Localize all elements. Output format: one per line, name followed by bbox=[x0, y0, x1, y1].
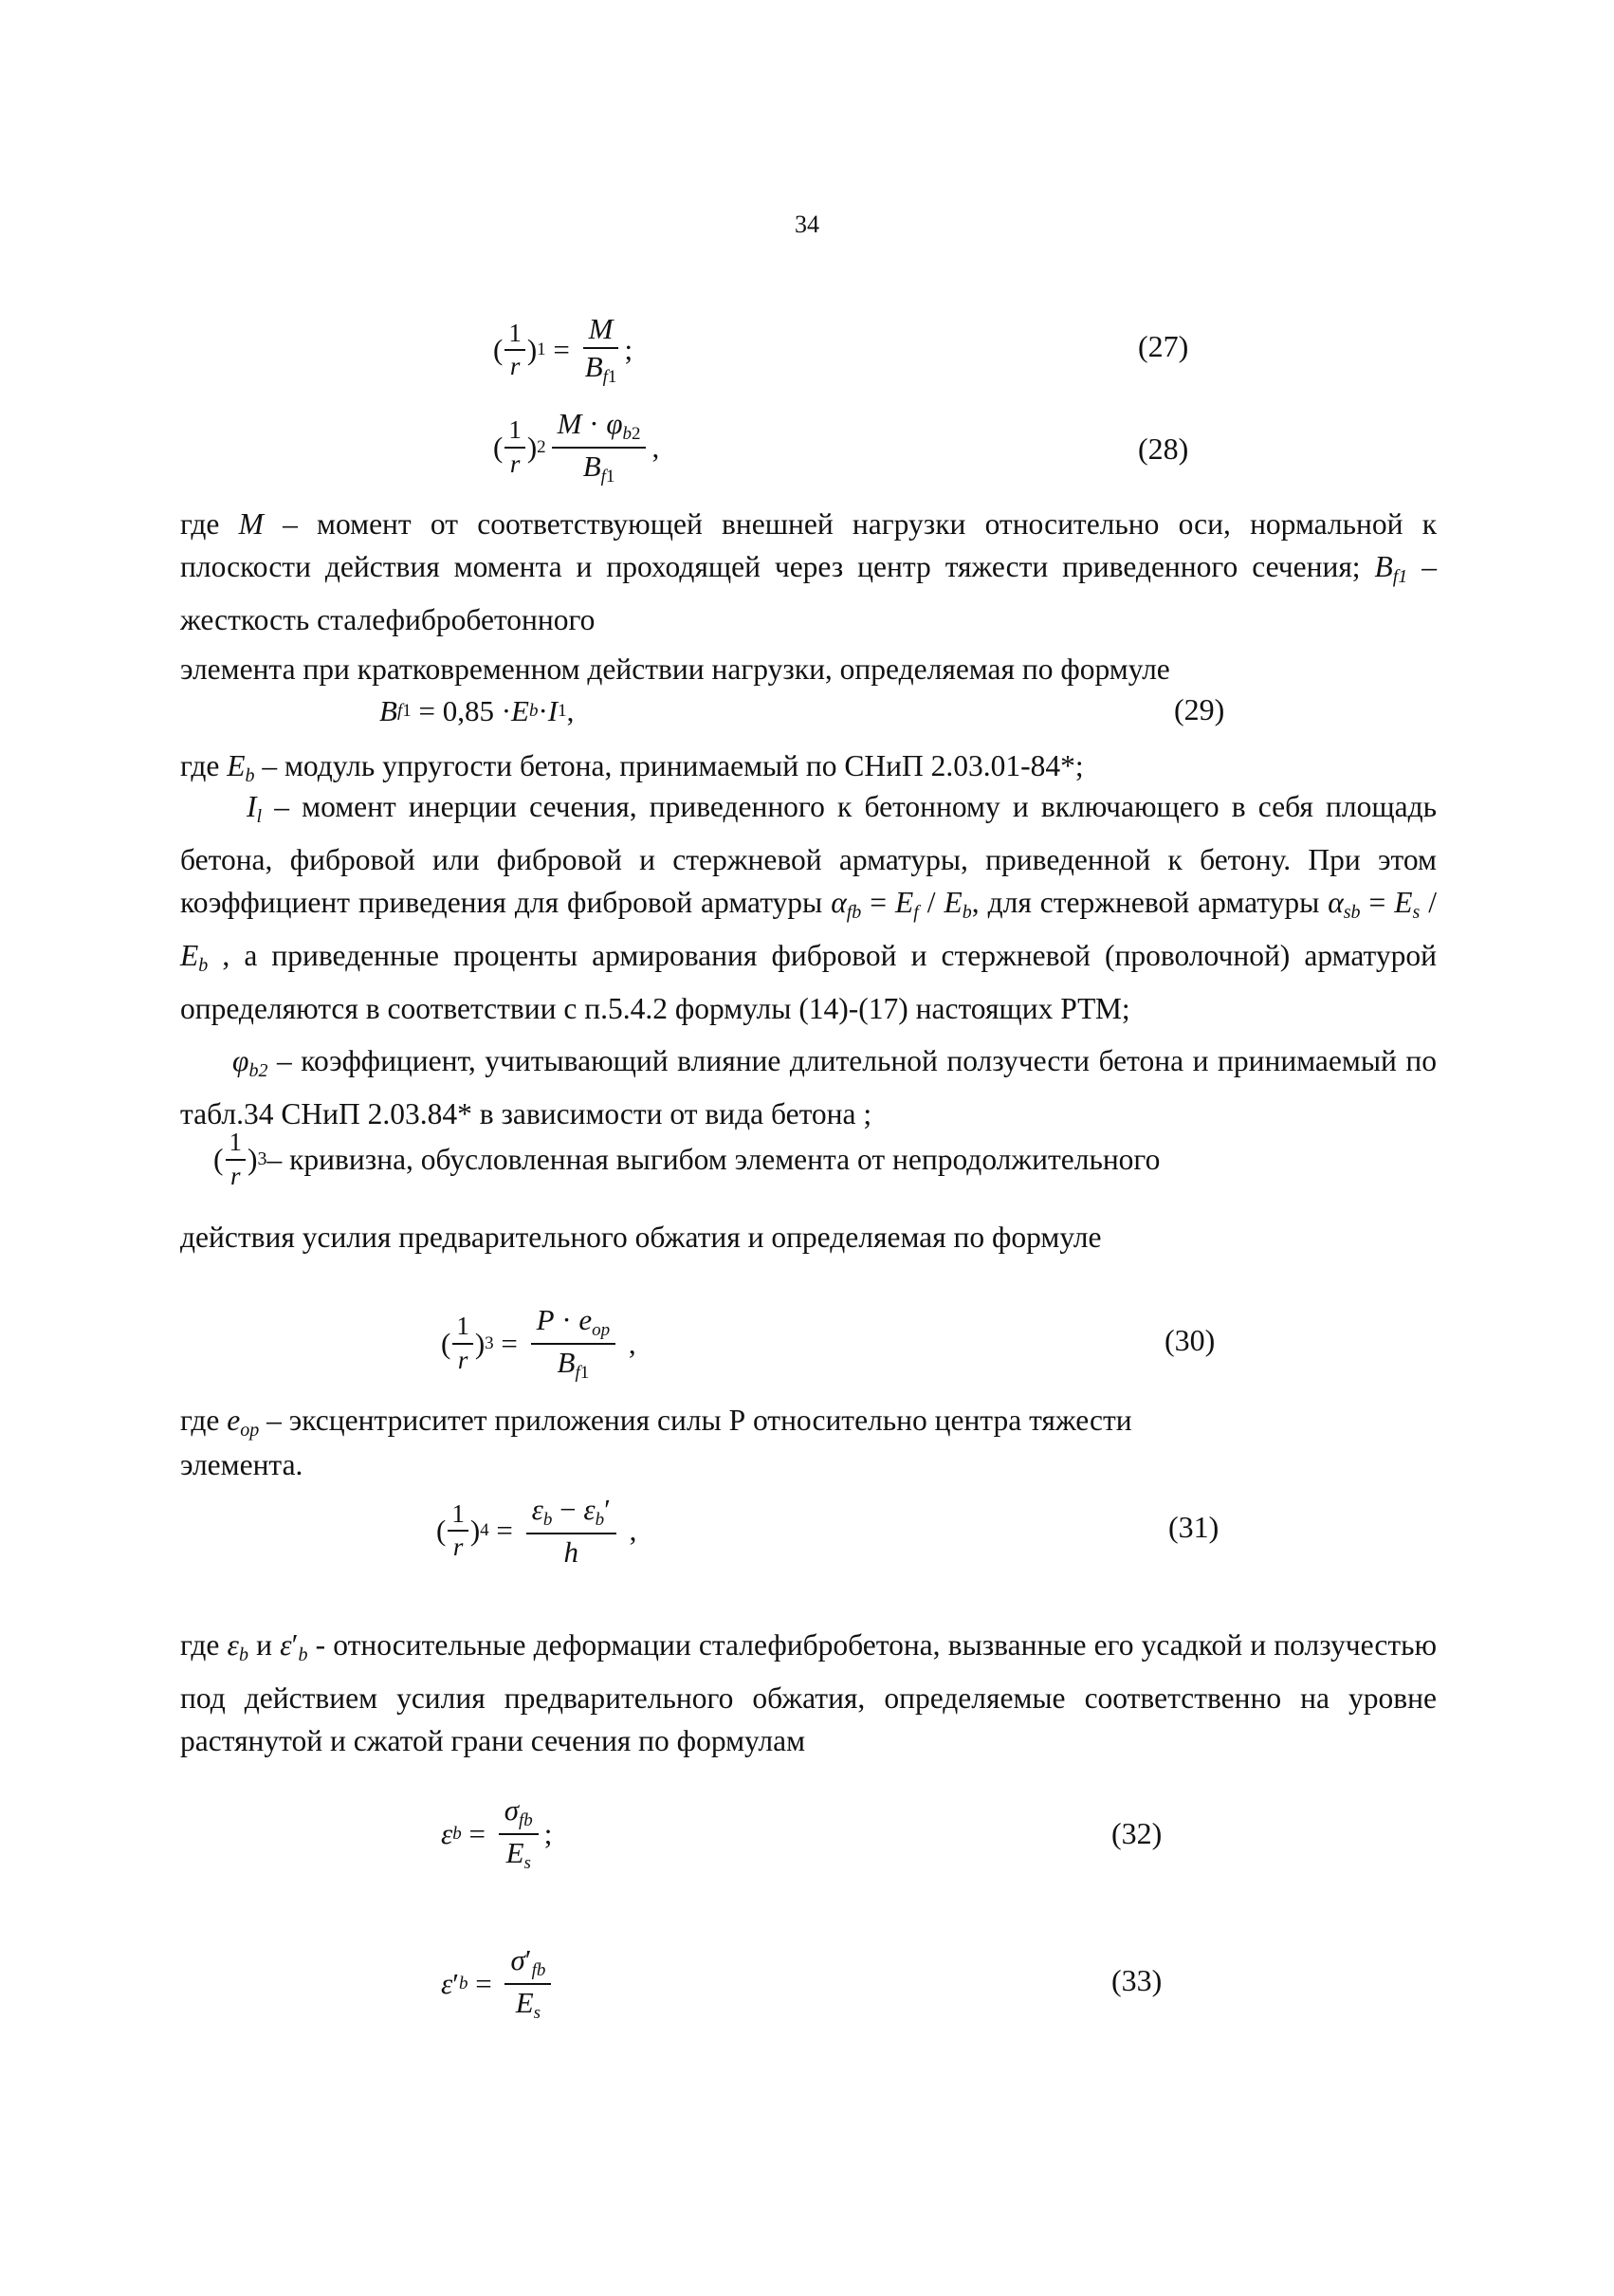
equation-number-31: (31) bbox=[1168, 1510, 1220, 1544]
paragraph-curvature-definition-line2: действия усилия предварительного обжатия и определяемая по формуле bbox=[180, 1221, 1102, 1254]
equation-number-33: (33) bbox=[1111, 1963, 1163, 1997]
formula-29: B f 1 = 0,85 · E b · I 1 , bbox=[379, 694, 575, 727]
equation-number-32: (32) bbox=[1111, 1816, 1163, 1850]
formula-30: ( $\frac{1}{r}$ ) 3 = $\frac{P \cdot e_{op}}{B_{f1}}$ , bbox=[441, 1303, 636, 1383]
paragraph-moment-definition: где M – момент от соответствующей внешней нагрузки относительно оси, нормальной к плоскости действия момента и проходящей через центр тяжести приведенного сечения; $B_{f1}$ – жесткость сталефибробетонного bbox=[180, 507, 1438, 636]
formula-27: ( $\frac{1}{r}$ ) 1 = $\frac{M}{B_{f1}}$ ; bbox=[493, 312, 633, 388]
paragraph-eb-definition: где $E_b$ – модуль упругости бетона, принимаемый по СНиП 2.03.01-84*; bbox=[180, 749, 1084, 786]
paragraph-curvature-definition: ( $\frac{1}{r}$ ) 3 – кривизна, обусловленная выгибом элемента от непродолжительного bbox=[213, 1128, 1161, 1190]
formula-32: ε b = $\frac{\sigma_{fb}}{E_s}$ ; bbox=[441, 1793, 553, 1873]
paragraph-creep-coefficient: $\varphi_{b2}$ – коэффициент, учитывающий влияние длительной ползучести бетона и принимаемый по табл.34 СНиП 2.03.84* в зависимости от вида бетона ; bbox=[180, 1044, 1437, 1130]
paragraph-eccentricity-definition-line2: элемента. bbox=[180, 1448, 303, 1481]
paragraph-moment-definition-line4: элемента при кратковременном действии нагрузки, определяемая по формуле bbox=[180, 652, 1170, 686]
paragraph-inertia-definition: $I_l$ – момент инерции сечения, приведенного к бетонному и включающего в себя площадь бетона, фибровой или фибровой и стержневой арматуры, приведенной к бетону. При этом коэффициент приведения для фибровой арматуры $\alpha_{fb} = E_f / E_b$, для стержневой арматуры $\alpha_{sb} = E_s / E_b$ , а приведенные проценты армирования фибровой и стержневой (проволочной) арматурой определяются в соответствии с п.5.4.2 формулы (14)-(17) настоящих РТМ; bbox=[180, 790, 1438, 1025]
equation-number-29: (29) bbox=[1174, 692, 1225, 726]
formula-31: ( $\frac{1}{r}$ ) 4 = $\frac{\varepsilon_b - \varepsilon_b'}{h}$ , bbox=[436, 1493, 637, 1569]
page-number: 34 bbox=[795, 211, 819, 238]
equation-number-30: (30) bbox=[1165, 1323, 1216, 1357]
formula-33: ε ′ b = $\frac{\sigma'_{fb}}{E_s}$ bbox=[441, 1944, 557, 2024]
formula-28: ( $\frac{1}{r}$ ) 2 $\frac{M \cdot \varphi_{b2}}{B_{f1}}$ , bbox=[493, 407, 660, 487]
equation-number-28: (28) bbox=[1138, 432, 1189, 466]
paragraph-strain-definition: где $\varepsilon_b$ и $\varepsilon'_b$ - относительные деформации сталефибробетона, вызванные его усадкой и ползучестью под действием усилия предварительного обжатия, определяемые соответственно на уровне растянутой и сжатой грани сечения по формулам bbox=[180, 1628, 1437, 1757]
equation-number-27: (27) bbox=[1138, 329, 1189, 363]
paragraph-eccentricity-definition: где $e_{op}$ – эксцентриситет приложения силы Р относительно центра тяжести bbox=[180, 1404, 1132, 1441]
